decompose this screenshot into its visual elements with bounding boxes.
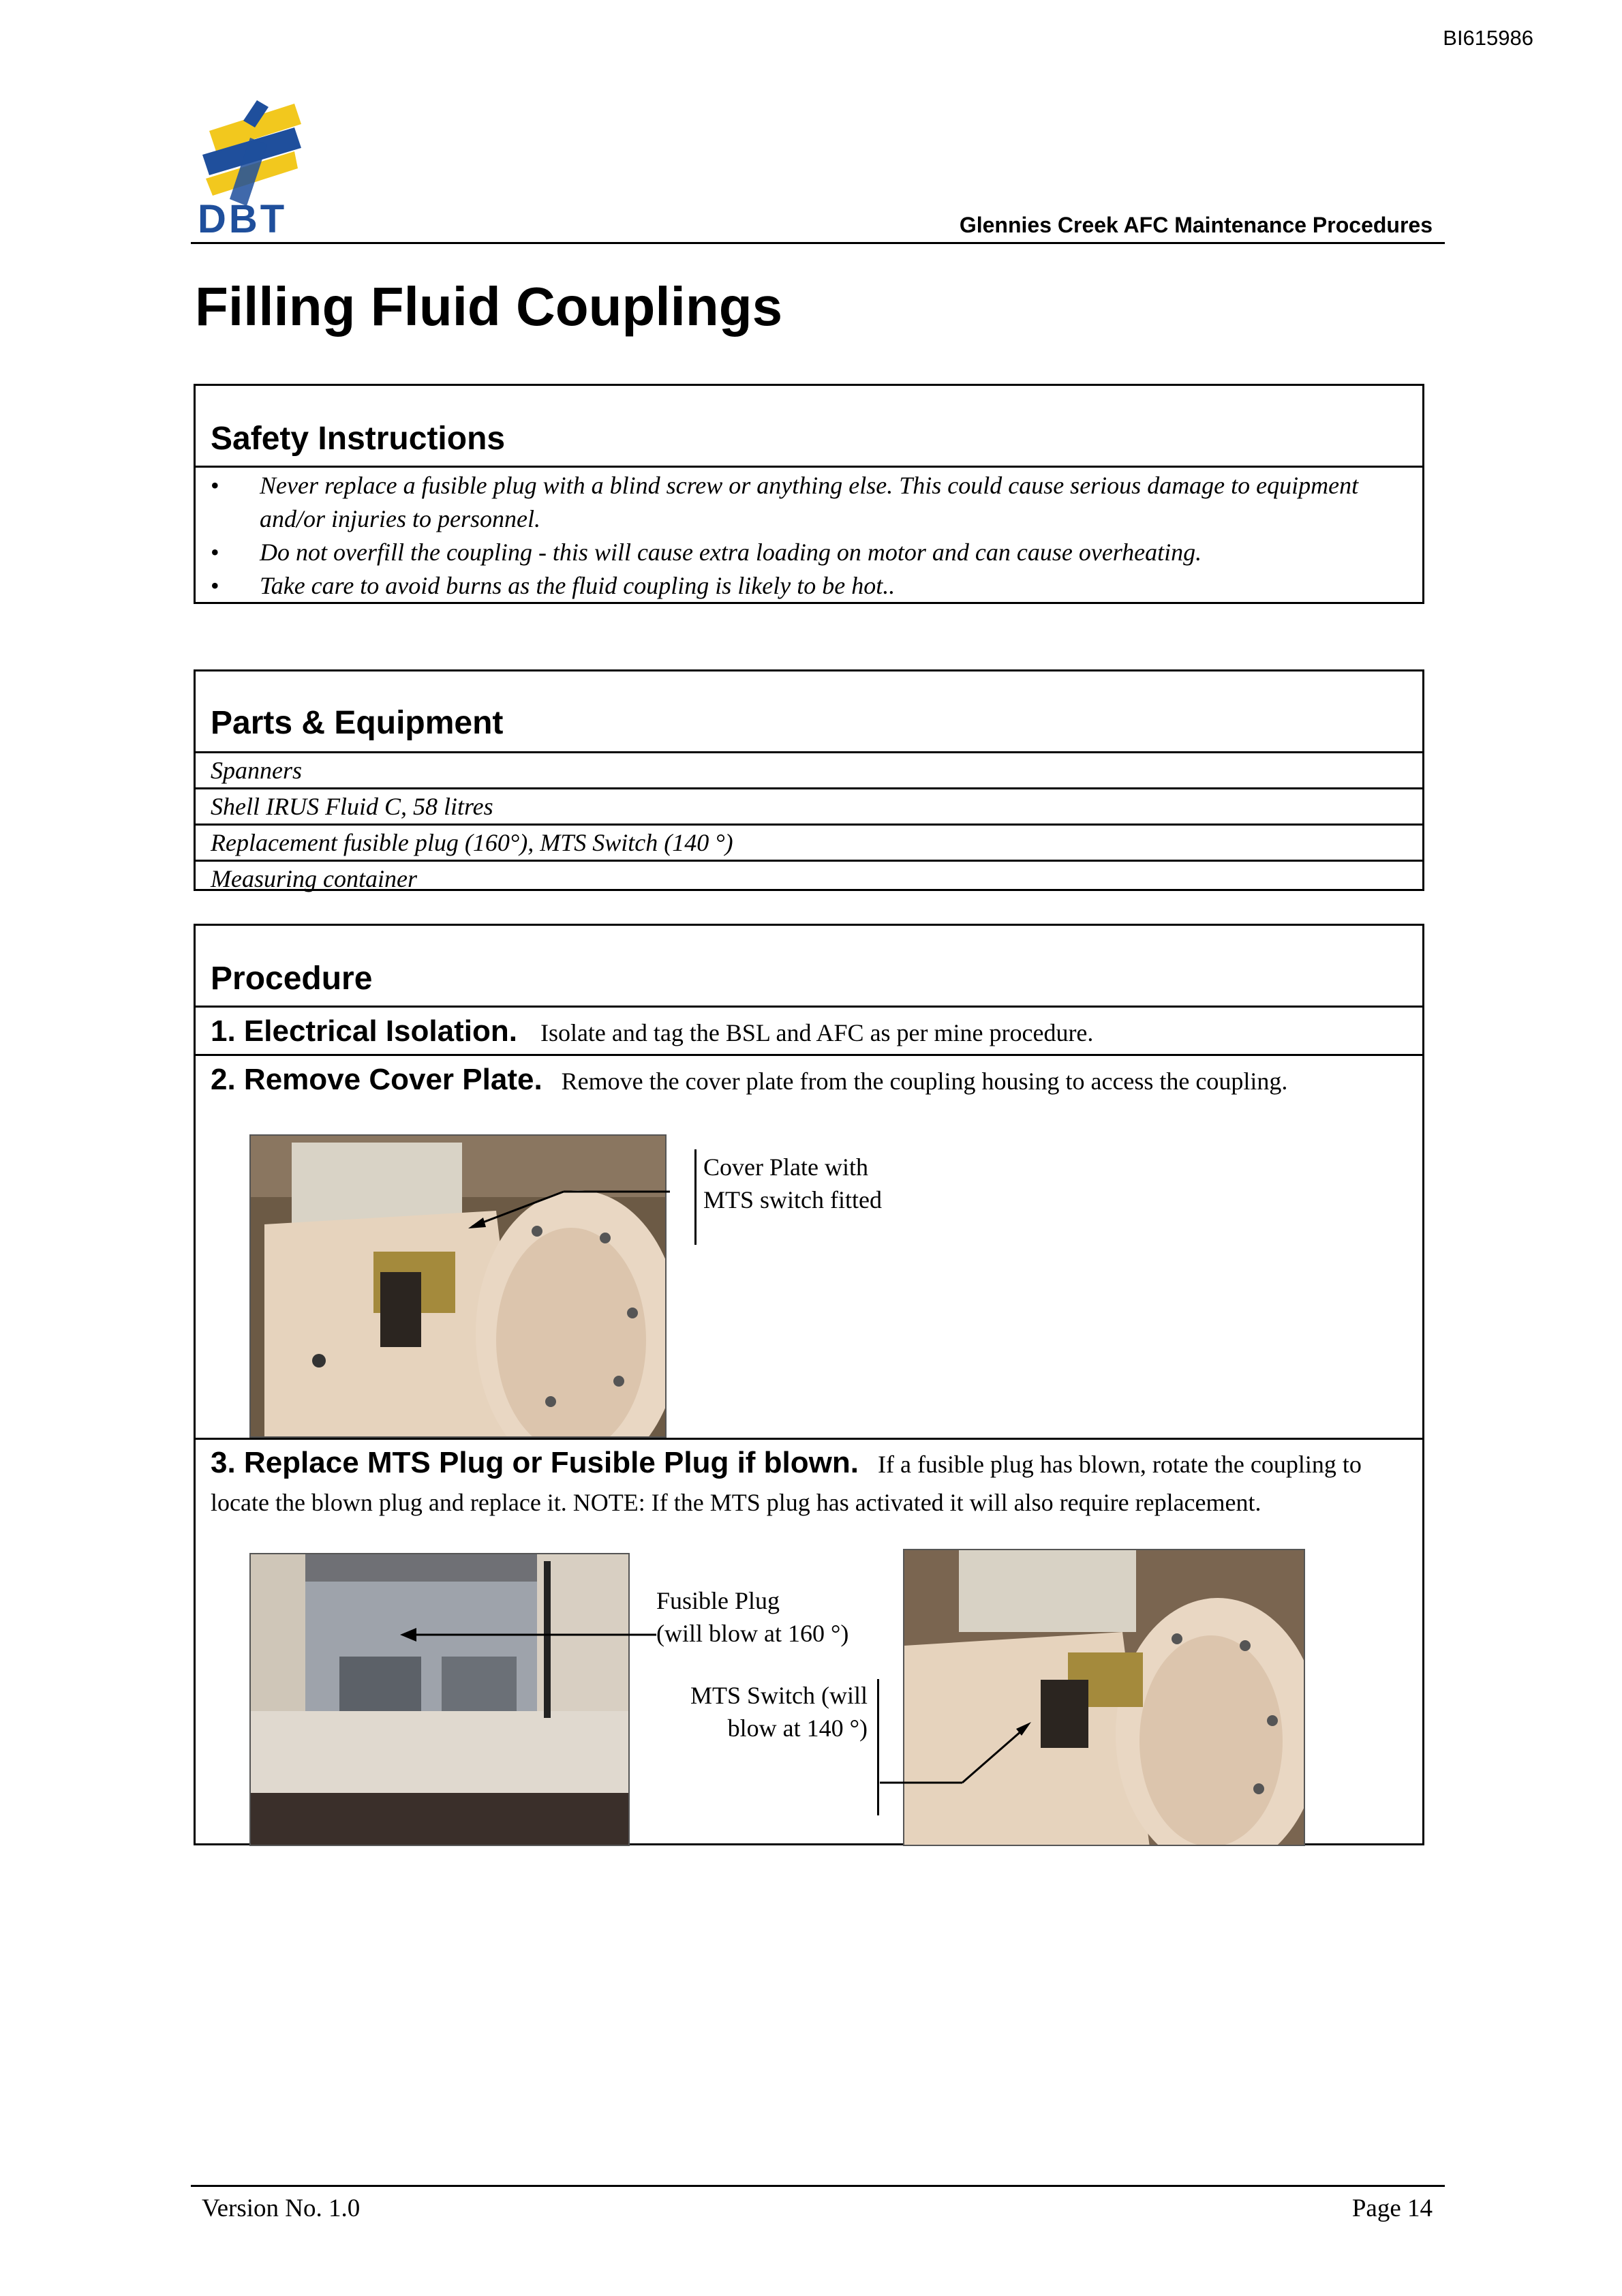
footer-page-number: Page 14 <box>1351 2194 1433 2222</box>
fusible-plug-arrow <box>400 1621 659 1648</box>
procedure-title: Procedure <box>211 961 373 997</box>
logo-text: DBT <box>198 197 288 241</box>
safety-item: • Take care to avoid burns as the fluid coupling is likely to be hot.. <box>211 572 896 599</box>
page-title: Filling Fluid Couplings <box>195 276 783 337</box>
safety-divider <box>196 466 1422 468</box>
document-id: BI615986 <box>1443 26 1533 50</box>
caption-bracket <box>694 1149 697 1245</box>
step-divider <box>196 1438 1422 1440</box>
parts-item: Shell IRUS Fluid C, 58 litres <box>196 787 1422 824</box>
fusible-plug-caption: Fusible Plug (will blow at 160 °) <box>656 1587 849 1647</box>
safety-item: • Do not overfill the coupling - this will cause extra loading on motor and can cause overheating. <box>211 539 1202 566</box>
safety-instructions-box <box>194 384 1424 604</box>
step-2-text: Remove the cover plate from the coupling housing to access the coupling. <box>561 1068 1288 1095</box>
parts-item: Measuring container <box>196 860 1422 896</box>
step-3 <box>211 1447 1409 1524</box>
safety-title: Safety Instructions <box>211 421 506 457</box>
parts-item: Spanners <box>211 757 302 784</box>
step-3-text: If a fusible plug has blown, rotate the coupling to locate the blown plug and replace it. NOTE: If the MTS plug has activated it will also require replacement. <box>211 1451 1362 1516</box>
parts-item: Replacement fusible plug (160°), MTS Switch (140 °) <box>196 824 1422 860</box>
header-rule <box>191 242 1445 244</box>
parts-list <box>196 753 1422 896</box>
step-1 <box>211 1014 1409 1048</box>
cover-plate-caption: Cover Plate with MTS switch fitted <box>703 1153 882 1213</box>
footer-version: Version No. 1.0 <box>202 2194 361 2222</box>
step-2-label: 2. Remove Cover Plate. <box>211 1063 542 1096</box>
mts-switch-arrow <box>877 1717 1034 1792</box>
step-3-label: 3. Replace MTS Plug or Fusible Plug if blown. <box>211 1446 859 1479</box>
step-1-label: 1. Electrical Isolation. <box>211 1014 517 1048</box>
header-title: Glennies Creek AFC Maintenance Procedures <box>959 213 1433 237</box>
parts-equipment-box <box>194 669 1424 891</box>
fusible-plug-photo <box>249 1553 630 1846</box>
procedure-divider <box>196 1006 1422 1008</box>
step-2 <box>211 1062 1320 1104</box>
safety-item: • Never replace a fusible plug with a blind screw or anything else. This could cause serious damage to equipment and/or injuries to personnel. <box>211 472 1359 532</box>
mts-switch-photo <box>903 1549 1305 1846</box>
step-1-text: Isolate and tag the BSL and AFC as per mine procedure. <box>540 1019 1094 1046</box>
cover-plate-arrow <box>468 1137 673 1239</box>
mts-switch-caption: MTS Switch (will blow at 140 °) <box>690 1682 868 1742</box>
procedure-box <box>194 924 1424 1845</box>
footer-rule <box>191 2185 1445 2187</box>
safety-list <box>196 469 1422 603</box>
parts-title: Parts & Equipment <box>211 705 504 741</box>
step-divider <box>196 1054 1422 1056</box>
